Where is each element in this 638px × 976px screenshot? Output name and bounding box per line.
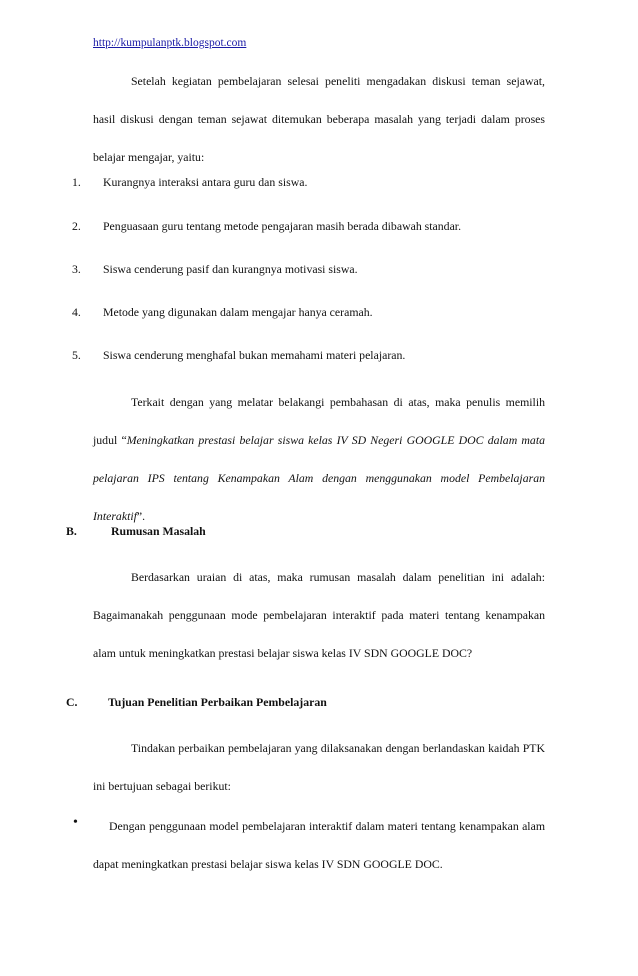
section-c-paragraph (93, 729, 545, 805)
title-paragraph-tail: ”. (136, 509, 146, 523)
blog-url-link[interactable]: http://kumpulanptk.blogspot.com (93, 37, 247, 49)
bullet-text: Dengan penggunaan model pembelajaran interaktif dalam materi tentang kenampakan alam dapat meningkatkan prestasi belajar siswa kelas IV SDN GOOGLE DOC. (93, 819, 545, 871)
section-title: Rumusan Masalah (111, 524, 206, 538)
list-item (0, 262, 560, 282)
list-item-text: Kurangnya interaksi antara guru dan siswa. (103, 175, 308, 189)
intro-paragraph (93, 62, 545, 176)
list-item (0, 219, 560, 239)
title-paragraph-text (93, 383, 545, 535)
list-item-number: 2. (72, 219, 81, 233)
section-b-heading (0, 524, 560, 544)
list-item-number: 1. (72, 175, 81, 189)
research-title: Meningkatkan prestasi belajar siswa kelas IV SD Negeri GOOGLE DOC dalam mata pelajaran IPS tentang Kenampakan Alam dengan menggunakan model Pembelajaran Interaktif (93, 433, 546, 523)
list-item-number: 3. (72, 262, 81, 276)
list-item-text: Penguasaan guru tentang metode pengajaran masih berada dibawah standar. (103, 219, 462, 233)
list-item (0, 175, 560, 195)
title-paragraph-lead: Terkait dengan yang melatar belakangi pembahasan di atas, maka penulis memilih judul “ (93, 395, 545, 447)
section-c-text: Tindakan perbaikan pembelajaran yang dilaksanakan dengan berlandaskan kaidah PTK ini bertujuan sebagai berikut: (93, 741, 545, 793)
section-b-text: Berdasarkan uraian di atas, maka rumusan masalah dalam penelitian ini adalah: Bagaimanakah penggunaan mode pembelajaran interaktif pada materi tentang kenampakan alam untuk meningkatkan prestasi belajar siswa kelas IV SDN GOOGLE DOC? (93, 570, 545, 660)
section-title: Tujuan Penelitian Perbaikan Pembelajaran (108, 695, 327, 709)
title-paragraph (93, 383, 545, 535)
list-item-text: Siswa cenderung menghafal bukan memahami materi pelajaran. (103, 348, 406, 362)
list-item-text: Siswa cenderung pasif dan kurangnya motivasi siswa. (103, 262, 358, 276)
list-item-number: 4. (72, 305, 81, 319)
intro-text: Setelah kegiatan pembelajaran selesai peneliti mengadakan diskusi teman sejawat, hasil diskusi dengan teman sejawat ditemukan beberapa masalah yang terjadi dalam proses belajar mengajar, yaitu: (93, 74, 545, 164)
bullet-icon: • (73, 815, 78, 830)
list-item-number: 5. (72, 348, 81, 362)
section-letter: C. (66, 695, 78, 709)
list-item (0, 348, 560, 368)
section-c-heading (0, 695, 560, 715)
section-letter: B. (66, 524, 77, 538)
bullet-text-block (93, 807, 545, 883)
list-item (0, 305, 560, 325)
list-item-text: Metode yang digunakan dalam mengajar hanya ceramah. (103, 305, 373, 319)
section-b-paragraph (93, 558, 545, 672)
